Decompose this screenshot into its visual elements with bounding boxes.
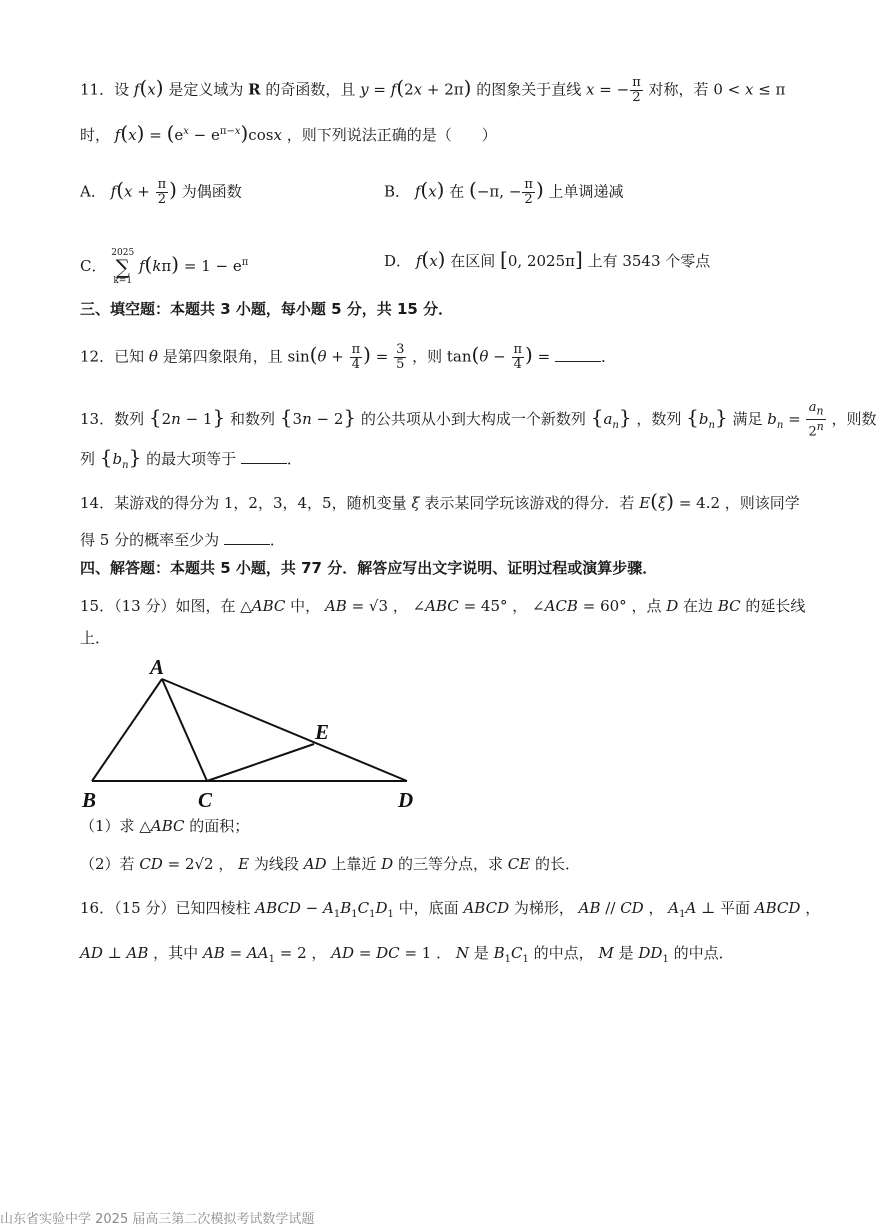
q11-line2: 时， $f(x) = (e^x - e^{\pi-x})\cos x$ ，则下列说法正确的是（ ） — [80, 121, 497, 145]
text: ， — [648, 899, 664, 917]
sum-upper: 2025 — [111, 248, 135, 258]
text: 13．数列 — [80, 409, 145, 428]
text: （1）求 — [80, 817, 135, 835]
text: 14．某游戏的得分为 1，2，3，4，5，随机变量 — [80, 494, 407, 512]
label-a: A — [150, 655, 165, 679]
text: 15．（13 分）如图，在 — [80, 597, 236, 615]
section-4-heading: 四、解答题：本题共 5 小题，共 77 分．解答应写出文字说明、证明过程或演算步骤． — [80, 559, 658, 577]
text: 的长． — [534, 855, 580, 873]
text: 中，底面 — [398, 899, 459, 917]
text: 时， — [80, 126, 111, 144]
text: 上有 3543 个零点 — [587, 252, 711, 270]
text: （2）若 — [80, 855, 135, 873]
answer-blank[interactable] — [555, 347, 601, 362]
triangle-figure — [80, 652, 430, 812]
text: 对称，若 — [648, 80, 709, 99]
page-footer: 山东省实验中学 2025 届高三第二次模拟考试数学试题 — [0, 1212, 315, 1227]
answer-blank[interactable] — [224, 530, 270, 545]
text: R — [248, 80, 261, 99]
text: ，点 — [631, 597, 662, 615]
text: 满足 — [732, 409, 763, 428]
q16-line1: 16．（15 分）已知四棱柱 ABCD − $A_1B_1C_1D_1$ 中，底面 ABCD 为梯形， AB // CD ， $A_1A$ ⊥ 平面 ABCD ， — [80, 899, 821, 920]
text: ． — [269, 531, 285, 549]
q15-sub1: （1）求 △ABC 的面积； — [80, 817, 250, 835]
text: 是 — [618, 944, 634, 962]
text: 的中点． — [673, 944, 734, 962]
text: 平面 — [720, 899, 751, 917]
text: 为偶函数 — [181, 182, 242, 201]
segment-ce — [207, 744, 314, 781]
text: 得 5 分的概率至少为 — [80, 531, 220, 549]
text: ，其中 — [153, 944, 199, 962]
text: 在边 — [683, 597, 714, 615]
text: ， — [512, 597, 528, 615]
label-c: C — [198, 788, 213, 812]
section-3-heading: 三、填空题：本题共 3 小题，每小题 5 分，共 15 分． — [80, 300, 454, 318]
text: 中， — [290, 597, 321, 615]
text: ，则该同学 — [724, 494, 800, 512]
text: 是第四象限角，且 — [162, 347, 283, 366]
option-label: B． — [384, 182, 411, 201]
text: 的中点， — [533, 944, 594, 962]
text: 12．已知 — [80, 347, 145, 366]
q15-line2: 上． — [80, 629, 111, 647]
text: ，则数 — [831, 409, 877, 428]
text: 表示某同学玩该游戏的得分．若 — [424, 494, 635, 512]
text: 在区间 — [450, 252, 496, 270]
text: ，则 — [412, 347, 443, 366]
text: 列 — [80, 450, 96, 468]
q11-option-a: A． f(x + $\frac{\pi}{2}$ ) 为偶函数 — [80, 177, 242, 207]
text: 是定义域为 — [168, 80, 244, 99]
text: 16．（15 分）已知四棱柱 — [80, 899, 251, 917]
text: 的公共项从小到大构成一个新数列 — [360, 409, 586, 428]
text: 的最大项等于 — [146, 450, 237, 468]
text: 的图象关于直线 — [476, 80, 582, 99]
text: 为梯形， — [513, 899, 574, 917]
text: 的三等分点，求 — [397, 855, 503, 873]
q13-line1: 13．数列 {2n − 1} 和数列 {3n − 2} 的公共项从小到大构成一个新数列 $\{a_n\}$ ，数列 $\{b_n\}$ 满足 $b_n$ = $\frac{a_n}{2^n}$ ，则数 — [80, 400, 877, 439]
text: 的面积； — [189, 817, 250, 835]
option-label: C． — [80, 257, 107, 275]
label-e: E — [315, 720, 330, 744]
text: 为线段 — [253, 855, 299, 873]
text: ， — [311, 944, 327, 962]
q14-line2 — [80, 529, 285, 551]
answer-blank[interactable] — [241, 449, 287, 464]
segment-ba — [92, 679, 162, 781]
text: 的延长线 — [745, 597, 806, 615]
q11-line1: 11．设 f(x) 是定义域为 R 的奇函数，且 y = f(2x + 2π) 的图象关于直线 x = − $\frac{\pi}{2}$ 对称，若 0 < x ≤ π — [80, 75, 786, 105]
text: 上单调递减 — [548, 182, 624, 201]
option-label: A． — [80, 182, 106, 201]
q11-option-d: D． f(x) 在区间 [0, 2025π] 上有 3543 个零点 — [384, 247, 711, 271]
q12: 12．已知 θ 是第四象限角，且 sin(θ + $\frac{\pi}{4}$ ) = $\frac{3}{5}$ ，则 tan(θ − $\frac{\pi}{4}$ ) = ． — [80, 342, 616, 372]
q13-line2: 列 $\{b_n\}$ 的最大项等于 ． — [80, 445, 302, 471]
text: 上靠近 — [331, 855, 377, 873]
text: ，则下列说法正确的是（ ） — [286, 126, 497, 144]
text: 的奇函数，且 — [265, 80, 356, 99]
text: 11．设 — [80, 80, 130, 99]
q16-line2: AD ⊥ AB ，其中 AB = $AA_1 = 2$ ， AD = DC = 1 ． N 是 $B_1C_1$ 的中点， M 是 $DD_1$ 的中点． — [80, 944, 734, 965]
q15-line1: 15．（13 分）如图，在 △ABC 中， AB = √3 ， ∠ABC = 45° ， ∠ACB = 60° ，点 D 在边 BC 的延长线 — [80, 597, 806, 615]
text: 在 — [449, 182, 465, 201]
sum-lower: k=1 — [113, 276, 133, 286]
q11-option-b: B． f(x) 在 (−π, − $\frac{\pi}{2}$ ) 上单调递减 — [384, 177, 624, 207]
text: ，数列 — [636, 409, 682, 428]
text: ， — [218, 855, 234, 873]
text: ． — [286, 450, 302, 468]
q14-line1: 14．某游戏的得分为 1，2，3，4，5，随机变量 ξ 表示某同学玩该游戏的得分．若 E(ξ) = 4.2 ，则该同学 — [80, 489, 800, 513]
text: ， — [805, 899, 821, 917]
text: ． — [600, 347, 616, 366]
text: ． — [436, 944, 452, 962]
label-d: D — [398, 788, 414, 812]
text: 和数列 — [230, 409, 276, 428]
q15-sub2: （2）若 CD = 2√2 ， E 为线段 AD 上靠近 D 的三等分点，求 CE 的长． — [80, 855, 580, 873]
q11-option-c: C． 2025 ∑ k=1 $f(k\pi) = 1 - e^\pi$ — [80, 248, 249, 286]
label-b: B — [82, 788, 97, 812]
text: ， — [392, 597, 408, 615]
option-label: D． — [384, 252, 412, 270]
segment-ad — [162, 679, 407, 781]
text: 是 — [473, 944, 489, 962]
